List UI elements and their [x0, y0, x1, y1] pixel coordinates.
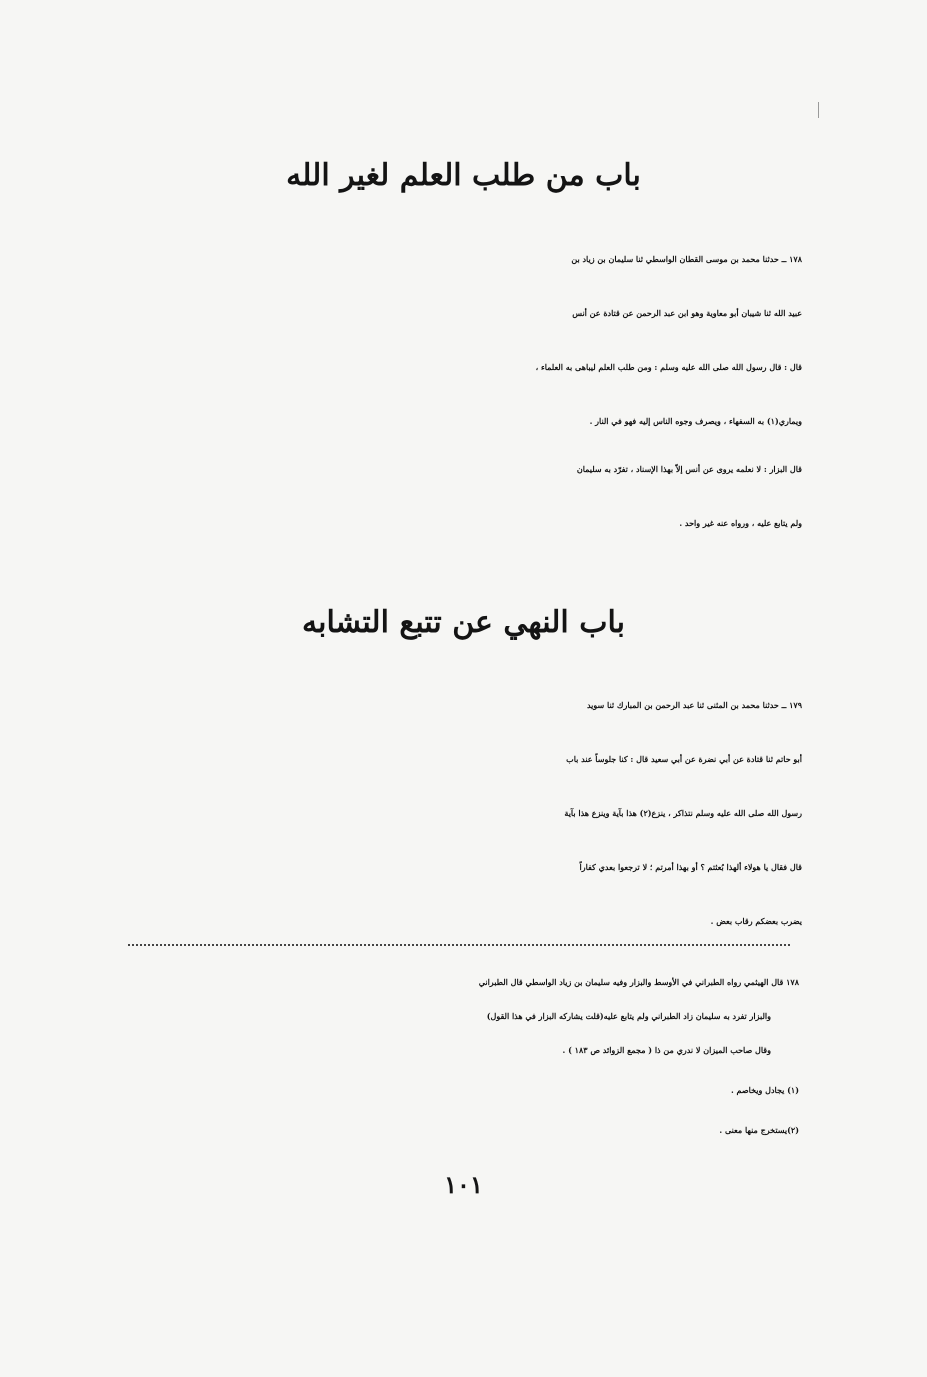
footnote-178-line-2: والبزار تفرد به سليمان زاد الطبراني ولم يتابع عليه(قلت يشاركه البزار في هذا القول): [486, 1011, 771, 1021]
hadith-178-line-3: قال : قال رسول الله صلى الله عليه وسلم : ومن طلب العلم ليباهى به العلماء ،: [535, 362, 802, 372]
hadith-179-line-3: رسول الله صلى الله عليه وسلم نتذاكر ، ينزع(٢) هذا بآية وينزع هذا بآية: [564, 808, 802, 818]
hadith-178-line-1: ١٧٨ ــ حدثنا محمد بن موسى القطان الواسطي ثنا سليمان بن زياد بن: [571, 254, 802, 264]
bazzar-comment-line-2: ولم يتابع عليه ، ورواه عنه غير واحد .: [679, 518, 802, 528]
margin-mark: [818, 102, 819, 118]
gloss-note-1: (١) يجادل ويخاصم .: [730, 1085, 799, 1095]
chapter-heading-seeking-knowledge: باب من طلب العلم لغير الله: [286, 158, 641, 193]
gloss-note-2: (٢)يستخرج منها معنى .: [719, 1125, 799, 1135]
hadith-179-line-2: أبو حاتم ثنا قتادة عن أبي نضرة عن أبي سعيد قال : كنا جلوساً عند باب: [566, 754, 802, 764]
footnote-178-line-3: وقال صاحب الميزان لا ندري من ذا ( مجمع الزوائد ص ١٨٣ ) .: [562, 1045, 771, 1055]
page-number: ١٠١: [444, 1170, 483, 1199]
bazzar-comment: [117, 442, 802, 550]
hadith-178-line-4: ويماري(١) به السفهاء ، ويصرف وجوه الناس إليه فهو في النار .: [589, 416, 802, 426]
footnote-178: [119, 965, 799, 1067]
footnote-178-line-1: ١٧٨ قال الهيثمي رواه الطبراني في الأوسط والبزار وفيه سليمان بن زياد الواسطي قال الطبراني: [478, 977, 799, 987]
chapter-heading-ambiguity: باب النهي عن تتبع التشابه: [302, 605, 625, 640]
hadith-178-line-2: عبيد الله ثنا شيبان أبو معاوية وهو ابن عبد الرحمن عن قتادة عن أنس: [572, 308, 802, 318]
hadith-178: [117, 232, 802, 448]
hadith-179: [117, 678, 802, 948]
footnote-separator: [128, 944, 790, 946]
bazzar-comment-line-1: قال البزار : لا نعلمه يروى عن أنس إلاّ بهذا الإسناد ، تفرّد به سليمان: [576, 464, 802, 474]
hadith-179-line-4: قال فقال يا هولاء ألهذا بُعثتم ؟ أو بهذا أمرتم ؛ لا ترجعوا بعدي كفاراً: [579, 862, 802, 872]
hadith-179-line-5: يضرب بعضكم رقاب بعض .: [710, 916, 802, 926]
hadith-179-line-1: ١٧٩ ــ حدثنا محمد بن المثنى ثنا عبد الرحمن بن المبارك ثنا سويد: [586, 700, 802, 710]
